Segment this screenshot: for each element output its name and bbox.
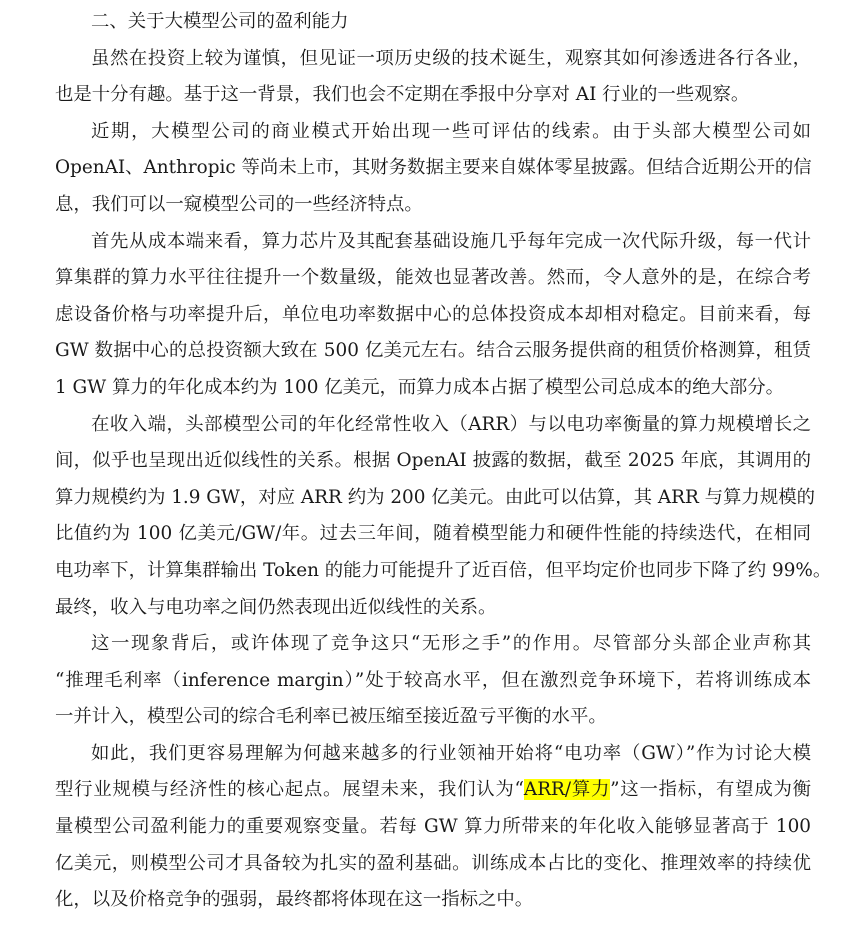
paragraph-5 [55, 626, 811, 736]
paragraph-line: 一并计入，模型公司的综合毛利率已被压缩至接近盈亏平衡的水平。 [55, 706, 607, 728]
paragraph-line: 虽然在投资上较为谨慎，但见证一项历史级的技术诞生，观察其如何渗透进各行各业， [91, 47, 811, 69]
paragraph-line: 化，以及价格竞争的强弱，最终都将体现在这一指标之中。 [55, 889, 534, 911]
paragraph-line: 电功率下，计算集群输出 Token 的能力可能提升了近百倍，但平均定价也同步下降了约 99%。 [55, 559, 832, 581]
paragraph-line: 息，我们可以一窥模型公司的一些经济特点。 [55, 193, 423, 215]
paragraph-line: 比值约为 100 亿美元/GW/年。过去三年间，随着模型能力和硬件性能的持续迭代，在相同 [55, 523, 811, 545]
paragraph-line: 1 GW 算力的年化成本约为 100 亿美元，而算力成本占据了模型公司总成本的绝大部分。 [55, 376, 785, 398]
paragraph-line-with-highlight [55, 772, 811, 809]
paragraph-line: 近期，大模型公司的商业模式开始出现一些可评估的线索。由于头部大模型公司如 [91, 120, 811, 142]
paragraph-line: 这一现象背后，或许体现了竞争这只“无形之手”的作用。尽管部分头部企业声称其 [91, 633, 811, 655]
paragraph-line: GW 数据中心的总投资额大致在 500 亿美元左右。结合云服务提供商的租赁价格测算，租赁 [55, 340, 811, 362]
paragraph-line: 间，似乎也呈现出近似线性的关系。根据 OpenAI 披露的数据，截至 2025 年底，其调用的 [55, 450, 811, 472]
paragraph-line: 虑设备价格与功率提升后，单位电功率数据中心的总体投资成本却相对稳定。目前来看，每 [55, 303, 811, 325]
highlighted-term: ARR/算力 [523, 779, 611, 801]
paragraph-line: 也是十分有趣。基于这一背景，我们也会不定期在季报中分享对 AI 行业的一些观察。 [55, 84, 750, 106]
paragraph-1 [55, 41, 811, 114]
text-segment: 型行业规模与经济性的核心起点。展望未来，我们认为“ [55, 779, 524, 801]
section-heading: 二、关于大模型公司的盈利能力 [91, 11, 349, 32]
paragraph-line: 最终，收入与电功率之间仍然表现出近似线性的关系。 [55, 596, 497, 618]
paragraph-line: 如此，我们更容易理解为何越来越多的行业领袖开始将“电功率（GW）”作为讨论大模 [91, 742, 811, 764]
document-page [55, 4, 832, 919]
paragraph-4 [55, 407, 832, 627]
paragraph-2 [55, 114, 811, 224]
text-segment: ”这一指标，有望成为衡 [610, 779, 812, 801]
paragraph-line: 首先从成本端来看，算力芯片及其配套基础设施几乎每年完成一次代际升级，每一代计 [91, 230, 811, 252]
paragraph-line: 在收入端，头部模型公司的年化经常性收入（ARR）与以电功率衡量的算力规模增长之 [91, 413, 811, 435]
paragraph-line: “推理毛利率（inference margin）”处于较高水平，但在激烈竞争环境下，若将训练成本 [55, 669, 811, 691]
paragraph-3 [55, 224, 811, 407]
paragraph-line: OpenAI、Anthropic 等尚未上市，其财务数据主要来自媒体零星披露。但结合近期公开的信 [55, 157, 812, 179]
paragraph-line: 算集群的算力水平往往提升一个数量级，能效也显著改善。然而，令人意外的是，在综合考 [55, 267, 811, 289]
paragraph-line: 量模型公司盈利能力的重要观察变量。若每 GW 算力所带来的年化收入能够显著高于 100 [55, 816, 811, 838]
paragraph-6 [55, 736, 811, 919]
paragraph-line: 亿美元，则模型公司才具备较为扎实的盈利基础。训练成本占比的变化、推理效率的持续优 [55, 852, 811, 874]
paragraph-line: 算力规模约为 1.9 GW，对应 ARR 约为 200 亿美元。由此可以估算，其 ARR 与算力规模的 [55, 486, 815, 508]
